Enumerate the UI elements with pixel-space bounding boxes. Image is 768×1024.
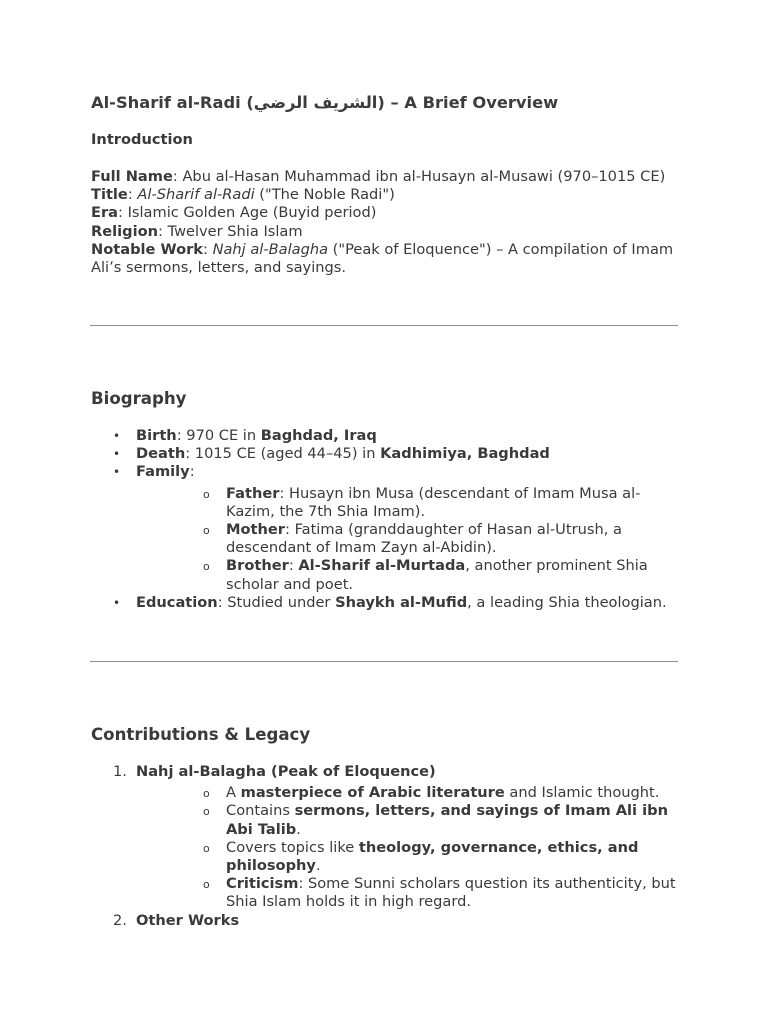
list-item-birth: • Birth: 970 CE in Baghdad, Iraq <box>113 427 377 444</box>
list-number: 2. <box>113 911 127 929</box>
circle-bullet-icon: o <box>203 841 210 855</box>
introduction-heading: Introduction <box>91 131 193 148</box>
bullet-icon: • <box>113 447 121 462</box>
list-item-contains: o Contains sermons, letters, and sayings of Imam Ali ibn Abi Talib. <box>203 802 668 838</box>
horizontal-rule <box>90 325 678 326</box>
family-sublist <box>136 485 681 594</box>
list-item-masterpiece: o A masterpiece of Arabic literature and Islamic thought. <box>136 784 681 802</box>
fact-notable-work: Notable Work: Nahj al-Balagha ("Peak of Eloquence") – A compilation of Imam Ali’s sermons, letters, and sayings. <box>91 240 674 277</box>
list-item-father: o Father: Husayn ibn Musa (descendant of Imam Musa al-Kazim, the 7th Shia Imam). <box>203 484 641 520</box>
contributions-list <box>91 763 681 930</box>
list-item-education: • Education: Studied under Shaykh al-Mufid, a leading Shia theologian. <box>113 593 667 611</box>
nahj-sublist <box>136 784 681 911</box>
contributions-heading: Contributions & Legacy <box>91 725 311 744</box>
biography-list <box>91 427 681 612</box>
fact-full-name: Full Name: Abu al-Hasan Muhammad ibn al-Husayn al-Musawi (970–1015 CE) <box>91 168 666 185</box>
circle-bullet-icon: o <box>203 878 210 892</box>
biography-heading: Biography <box>91 389 187 408</box>
page-title: Al-Sharif al-Radi (الشريف الرضي) – A Brief Overview <box>91 93 559 112</box>
facts-block <box>91 168 681 277</box>
bullet-icon: • <box>113 595 121 610</box>
list-item-criticism: o Criticism: Some Sunni scholars question its authenticity, but Shia Islam holds it in high regard. <box>203 875 676 911</box>
fact-religion: Religion: Twelver Shia Islam <box>91 222 303 240</box>
horizontal-rule <box>90 661 678 662</box>
list-item-other-works: 2. Other Works <box>113 911 240 929</box>
list-item-mother: o Mother: Fatima (granddaughter of Hasan al-Utrush, a descendant of Imam Zayn al-Abidin). <box>203 521 622 557</box>
circle-bullet-icon: o <box>203 787 210 801</box>
circle-bullet-icon: o <box>203 487 210 501</box>
list-number: 1. <box>113 763 127 780</box>
list-item-family: • Family: o Father: Husayn ibn Musa (descendant of Imam Musa al-Kazim, the 7th Shia Imam). o Mother: Fatima (granddaughter of Hasan al-Utrush, a descendant of Imam Zayn al-Abidin). o Brother: Al-Sharif al-Murtada, another prominent Shia scholar and poet. <box>91 463 681 593</box>
list-item-death: • Death: 1015 CE (aged 44–45) in Kadhimiya, Baghdad <box>113 445 550 463</box>
circle-bullet-icon: o <box>203 805 210 819</box>
list-item-brother: o Brother: Al-Sharif al-Murtada, another prominent Shia scholar and poet. <box>203 557 648 593</box>
list-item-nahj: 1. Nahj al-Balagha (Peak of Eloquence) o A masterpiece of Arabic literature and Islamic thought. o Contains sermons, letters, and sayings of Imam Ali ibn Abi Talib. o Covers topics like theology, governance, ethics, and philosophy. o Criticism: Some Sunni scholars question its authenticity, but Shia Islam holds it in high regard. <box>91 763 681 912</box>
circle-bullet-icon: o <box>203 560 210 574</box>
circle-bullet-icon: o <box>203 524 210 538</box>
list-item-topics: o Covers topics like theology, governance, ethics, and philosophy. <box>203 838 639 875</box>
bullet-icon: • <box>113 429 121 443</box>
fact-era: Era: Islamic Golden Age (Buyid period) <box>91 204 377 222</box>
fact-title: Title: Al-Sharif al-Radi ("The Noble Radi") <box>91 186 395 204</box>
bullet-icon: • <box>113 465 121 480</box>
